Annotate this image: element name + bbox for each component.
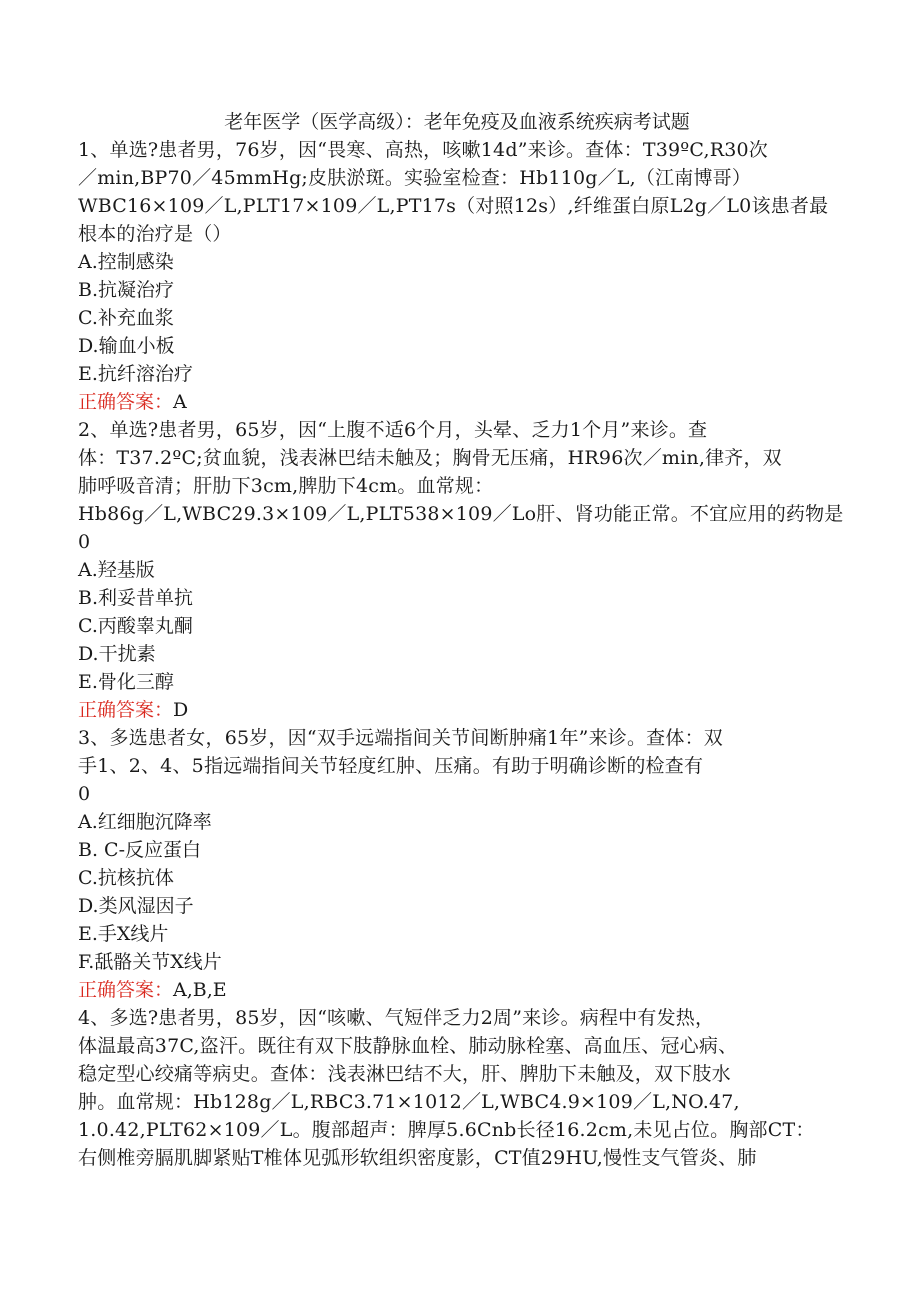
question-stem-line: 3、多选患者女，65岁，因“双手远端指间关节间断肿痛1年”来诊。查体：双 xyxy=(78,727,723,749)
question-stem xyxy=(78,724,836,808)
question-stem-line: 根本的治疗是（） xyxy=(78,223,232,245)
question-stem-line: 右侧椎旁膈肌脚紧贴T椎体见弧形软组织密度影，CT值29HU,慢性支气管炎、肺 xyxy=(78,1147,757,1169)
answer-option: A.红细胞沉降率 xyxy=(78,811,212,833)
document-page xyxy=(78,108,844,1172)
correct-answer-value: D xyxy=(173,699,189,721)
question-block xyxy=(78,1004,836,1172)
question-stem-line: 手1、2、4、5指远端指间关节轻度红肿、压痛。有助于明确诊断的检查有 xyxy=(78,755,704,777)
answer-option: D.输血小板 xyxy=(78,335,175,357)
question-stem-line: 稳定型心绞痛等病史。查体：浅表淋巴结不大，肝、脾肋下未触及，双下肢水 xyxy=(78,1063,731,1085)
question-stem-line: 体温最高37C,盗汗。既往有双下肢静脉血栓、肺动脉栓塞、高血压、冠心病、 xyxy=(78,1035,738,1057)
correct-answer xyxy=(78,976,836,1004)
answer-option: D.类风湿因子 xyxy=(78,895,194,917)
question-stem-line: 体：T37.2ºC;贫血貌，浅表淋巴结未触及；胸骨无压痛，HR96次／min,律齐，双 xyxy=(78,447,782,469)
question-block xyxy=(78,724,836,1004)
question-stem-line: 1.0.42,PLT62×109／L。腹部超声：脾厚5.6Cnb长径16.2cm,未见占位。胸部CT： xyxy=(78,1119,815,1141)
correct-answer xyxy=(78,696,836,724)
question-stem-line: 0 xyxy=(78,783,91,805)
correct-answer-value: A xyxy=(173,391,187,413)
correct-answer-value: A,B,E xyxy=(173,979,227,1001)
question-list xyxy=(78,136,844,1172)
question-block xyxy=(78,136,836,416)
correct-answer xyxy=(78,388,836,416)
question-stem-line: 肿。血常规：Hb128g／L,RBC3.71×1012／L,WBC4.9×109／L,NO.47, xyxy=(78,1091,740,1113)
answer-option: B. C-反应蛋白 xyxy=(78,839,201,861)
answer-option: A.控制感染 xyxy=(78,251,174,273)
answer-option: E.手X线片 xyxy=(78,923,169,945)
correct-answer-label: 正确答案： xyxy=(78,391,174,413)
question-stem xyxy=(78,1004,836,1172)
correct-answer-label: 正确答案： xyxy=(78,699,174,721)
answer-option: B.利妥昔单抗 xyxy=(78,587,194,609)
answer-option: E.抗纤溶治疗 xyxy=(78,363,193,385)
answer-option: F.舐骼关节X线片 xyxy=(78,951,222,973)
answer-option: C.丙酸睾丸酮 xyxy=(78,615,193,637)
answer-option: C.抗核抗体 xyxy=(78,867,174,889)
answer-option: E.骨化三醇 xyxy=(78,671,174,693)
answer-option: D.干扰素 xyxy=(78,643,156,665)
question-block xyxy=(78,416,844,724)
answer-option: C.补充血浆 xyxy=(78,307,174,329)
question-stem xyxy=(78,416,844,556)
question-stem-line: 0 xyxy=(78,531,91,553)
answer-option: A.羟基版 xyxy=(78,559,155,581)
question-stem-line: Hb86g／L,WBC29.3×109／L,PLT538×109／Lo肝、肾功能正常。不宜应用的药物是 xyxy=(78,503,844,525)
correct-answer-label: 正确答案： xyxy=(78,979,174,1001)
question-stem-line: 肺呼吸音清；肝肋下3cm,脾肋下4cm。血常规： xyxy=(78,475,494,497)
question-stem xyxy=(78,136,836,248)
document-title: 老年医学（医学高级）：老年免疫及血液系统疾病考试题 xyxy=(224,111,690,133)
question-stem-line: 1、单选?患者男，76岁，因“畏寒、高热，咳嗽14d”来诊。查体：T39ºC,R30次 xyxy=(78,139,768,161)
question-stem-line: 2、单选?患者男，65岁，因“上腹不适6个月，头晕、乏力1个月”来诊。查 xyxy=(78,419,708,441)
question-stem-line: ／min,BP70／45mmHg;皮肤淤斑。实验室检查：Hb110g／L,（江南博哥） xyxy=(78,167,752,189)
question-stem-line: WBC16×109／L,PLT17×109／L,PT17s（对照12s）,纤维蛋白原L2g／L0该患者最 xyxy=(78,195,829,217)
answer-option: B.抗凝治疗 xyxy=(78,279,175,301)
question-stem-line: 4、多选?患者男，85岁，因“咳嗽、气短伴乏力2周”来诊。病程中有发热， xyxy=(78,1007,715,1029)
